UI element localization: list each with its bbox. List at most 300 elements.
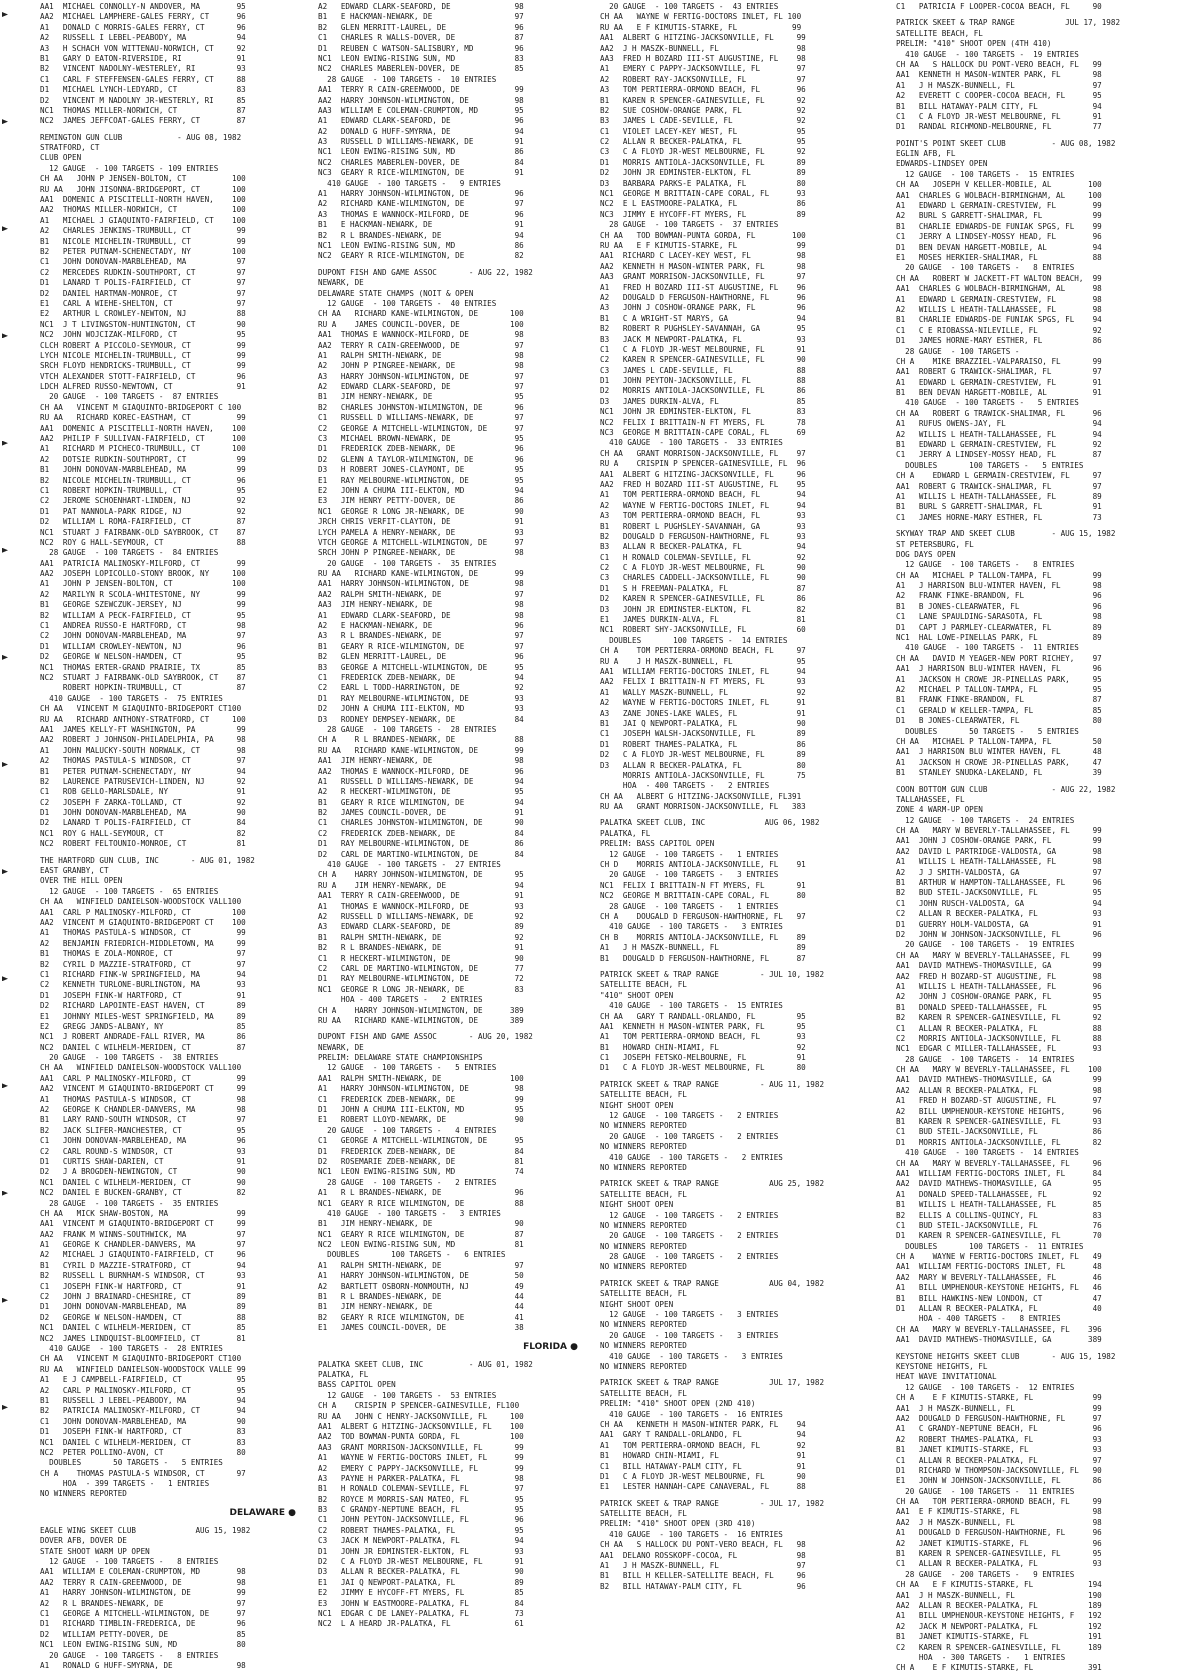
result-line: CH AA VINCENT M GIAQUINTO-BRIDGEPORT CT100 (40, 704, 242, 714)
result-line: B1 ARTHUR W HAMPTON-TALLAHASSEE, FL 96 (896, 878, 1102, 888)
result-line: AA1 HARRY JOHNSON-WILMINGTON, DE 98 (318, 579, 524, 589)
result-line: B2 PETER PUTNAM-SCHENECTADY, NY 100 (40, 246, 246, 256)
result-line: NC2 CHARLES MABERLEN-DOVER, DE 85 (318, 64, 524, 74)
result-line: AA2 FRED H BOZARD III-ST AUGUSTINE, FL 95 (600, 479, 806, 489)
result-line: NC1 LEON EWING-RISING SUN, MD 86 (318, 240, 524, 250)
result-line: NC2 PETER POLLINO-AVON, CT 80 (40, 1447, 246, 1457)
result-line: A1 JOHN MALUCKY-SOUTH NORWALK, CT 98 (40, 745, 246, 755)
result-line: C2 CARL DE MARTINO-WILMINGTON, DE 77 (318, 963, 524, 973)
result-line: 410 GAUGE - 100 TARGETS - 27 ENTRIES (318, 860, 501, 870)
result-line: AA1 JOHN J COSHOW-ORANGE PARK, FL 99 (896, 836, 1102, 846)
result-line: VTCH GEORGE A MITCHELL-WILMINGTON, DE 97 (318, 537, 524, 547)
result-line: D1 S H FREEMAN-PALATKA, FL 87 (600, 583, 806, 593)
result-line: D1 JAMES HORNE-MARY ESTHER, FL 86 (896, 336, 1102, 346)
result-line: DOUBLES 50 TARGETS - 5 ENTRIES (896, 726, 1079, 736)
result-line: AA1 J HARRISON BLU-WINTER HAVEN, FL 96 (896, 664, 1102, 674)
result-line: 410 GAUGE - 100 TARGETS - 5 ENTRIES (896, 398, 1079, 408)
result-line: A2 BILL UMPHENOUR-KEYSTONE HEIGHTS, 96 (896, 1106, 1102, 1116)
result-line: AA1 ALBERT G HITZING-JACKSONVILLE, FL 100 (318, 1421, 524, 1431)
result-line: 12 GAUGE - 100 TARGETS - 40 ENTRIES (318, 298, 497, 308)
result-line: RU AA GRANT MORRISON-JACKSONVILLE, FL 383 (600, 802, 806, 812)
margin-bullet-icon (2, 12, 8, 17)
result-line: NC2 ROY G HALL-SEYMOUR, CT 88 (40, 537, 246, 547)
result-line: E3 JOHN W EASTMOORE-PALATKA, FL 84 (318, 1598, 524, 1608)
result-line: NC1 THOMAS ERTER-GRAND PRAIRIE, TX 85 (40, 662, 246, 672)
result-line: C1 BUD STEIL-JACKSONVILLE, FL 86 (896, 1127, 1102, 1137)
result-line: DOVER AFB, DOVER DE (40, 1536, 127, 1546)
result-line: D1 RAY MELBOURNE-WILMINGTON, DE 72 (318, 974, 524, 984)
result-line: D1 PAT NANNOLA-PARK RIDGE, NJ 92 (40, 506, 246, 516)
result-line: E1 ROBERT LLOYD-NEWARK, DE 90 (318, 1115, 524, 1125)
result-line: CH A HARRY JOHNSON-WILMINGTON, DE 389 (318, 1005, 524, 1015)
result-line: A1 WILLIS L HEATH-TALLAHASSEE, FL 98 (896, 857, 1102, 867)
result-line: PATRICK SKEET & TRAP RANGE AUG 04, 1982 (600, 1278, 825, 1288)
result-line: C2 GEORGE A MITCHELL-WILMINGTON, DE 97 (318, 423, 524, 433)
result-line: B1 JIM HENRY-NEWARK, DE 44 (318, 1302, 524, 1312)
result-line: 28 GAUGE - 100 TARGETS - 84 ENTRIES (40, 548, 219, 558)
margin-bullet-icon (2, 1298, 8, 1303)
result-line: DOUBLES 100 TARGETS - 14 ENTRIES (600, 635, 788, 645)
result-line: A2 EMERY C PAPPY-JACKSONVILLE, FL 99 (318, 1463, 524, 1473)
result-line: AA1 MICHAEL CONNOLLY-N ANDOVER, MA 95 (40, 2, 246, 11)
result-line: A1 EDWARD CLARK-SEAFORD, DE 96 (318, 116, 524, 126)
result-line: B1 DOUGALD D FERGUSON-HAWTHORNE, FL 87 (600, 953, 806, 963)
result-line: SATELLITE BEACH, FL (600, 1289, 687, 1299)
result-line: B2 JACK SLIFER-MANCHESTER, CT 95 (40, 1125, 246, 1135)
result-line: HOA - 400 TARGETS - 2 ENTRIES (318, 995, 483, 1005)
result-line: B1 GEARY R RICE-WILMINGTON, DE 97 (318, 641, 524, 651)
result-line: AA3 GRANT MORRISON-JACKSONVILLE, FL 99 (318, 1442, 524, 1452)
result-line: 410 GAUGE - 100 TARGETS - 19 ENTRIES (896, 49, 1079, 59)
result-line: NC2 CHARLES MABERLEN-DOVER, DE 84 (318, 157, 524, 167)
result-line: B1 R L BRANDES-NEWARK, DE 44 (318, 1292, 524, 1302)
result-line: 410 GAUGE - 100 TARGETS - 16 ENTRIES (600, 1409, 783, 1419)
result-line: RU AA E F KIMUTIS-STARKE, FL 99 (600, 240, 806, 250)
margin-bullet-icon (2, 976, 8, 981)
result-line: AA2 JOSEPH LOPICOLLO-STONY BROOK, NY 100 (40, 569, 246, 579)
result-line: AA2 DOUGALD D FERGUSON-HAWTHORNE, FL 97 (896, 1413, 1102, 1423)
result-line: A1 FRED H BOZARD III-ST AUGUSTINE, FL 96 (600, 282, 806, 292)
result-line: SATELLITE BEACH, FL (896, 28, 983, 38)
result-line: 28 GAUGE - 100 TARGETS - (896, 346, 1020, 356)
result-line: B2 NICOLE MICHELIN-TRUMBULL, CT 96 (40, 475, 246, 485)
result-line: EDWARDS-LINDSEY OPEN (896, 159, 988, 169)
result-line: PATRICK SKEET & TRAP RANGE JUL 17, 1982 (896, 18, 1121, 28)
result-line: CH AA ROBERT W JACKETT-FT WALTON BEACH, 99 (896, 273, 1102, 283)
result-line: AA1 DAVID MATHEWS-THOMASVILLE, GA 99 (896, 961, 1102, 971)
result-line: A2 R L BRANDES-NEWARK, DE 97 (40, 1598, 246, 1608)
result-line: AA2 FRED H BOZARD-ST AUGUSTINE, FL 98 (896, 971, 1102, 981)
result-line: A2 DOUGALD D FERGUSON-HAWTHORNE, FL 96 (600, 292, 806, 302)
result-line: A1 EDWARD L GERMAIN-CRESTVIEW, FL 91 (896, 377, 1102, 387)
result-line: CH A CRISPIN P SPENCER-GAINESVILLE, FL100 (318, 1401, 520, 1411)
result-line: 28 GAUGE - 200 TARGETS - 9 ENTRIES (896, 1569, 1075, 1579)
result-line: C2 ROBERT THAMES-PALATKA, FL 95 (318, 1525, 524, 1535)
result-line: NC1 GEORGE M BRITTAIN-CAPE CORAL, FL 93 (600, 189, 806, 199)
result-line: 20 GAUGE - 100 TARGETS - 2 ENTRIES (600, 1231, 779, 1241)
result-line: E1 JAMES DURKIN-ALVA, FL 81 (600, 615, 806, 625)
result-line: AA2 J H MASZK-BUNNELL, FL 98 (896, 1517, 1102, 1527)
result-line: C2 KENNETH TURLONE-BURLINGTON, MA 93 (40, 980, 246, 990)
result-line: NO WINNERS REPORTED (600, 1341, 687, 1351)
result-line: A2 WAYNE W FERTIG-DOCTORS INLET, FL 94 (600, 500, 806, 510)
result-line: NC2 JAMES LINDQUIST-BLOOMFIELD, CT 81 (40, 1333, 246, 1343)
result-line: 28 GAUGE - 100 TARGETS - 35 ENTRIES (40, 1198, 219, 1208)
result-line: B2 KAREN R SPENCER-GAINESVILLE, FL 92 (896, 1013, 1102, 1023)
margin-bullet-icon (2, 1405, 8, 1410)
result-line: B2 BILL HATAWAY-PALM CITY, FL 96 (600, 1581, 806, 1591)
result-line: B1 E HACKMAN-NEWARK, DE 91 (318, 220, 524, 230)
result-line: C3 CHARLES CADDELL-JACKSONVILLE, FL 90 (600, 573, 806, 583)
result-line: AA1 JAMES KELLY-FT WASHINGTON, PA 99 (40, 724, 246, 734)
result-line: 12 GAUGE - 100 TARGETS - 1 ENTRIES (600, 849, 779, 859)
result-line: CH AA GARY T RANDALL-ORLANDO, FL 95 (600, 1011, 806, 1021)
result-line: A2 CHARLES JENKINS-TRUMBULL, CT 99 (40, 226, 246, 236)
result-line: KEYSTONE HEIGHTS, FL (896, 1362, 988, 1371)
result-line: C1 VIOLET LACEY-KEY WEST, FL 95 (600, 126, 806, 136)
result-line: B2 WILLIAM A PECK-FAIRFIELD, CT 95 (40, 610, 246, 620)
result-line: A1 WAYNE W FERTIG-DOCTORS INLET, FL 99 (318, 1453, 524, 1463)
margin-bullet-icon (2, 226, 8, 231)
result-line: A2 EDWARD CLARK-SEAFORD, DE 97 (318, 382, 524, 392)
result-line: CH AA MARY W BEVERLY-TALLAHASSEE, FL 96 (896, 1158, 1102, 1168)
result-line: ROBERT HOPKIN-TRUMBULL, CT 87 (40, 683, 246, 693)
result-line: C1 FREDERICK ZDEB-NEWARK, DE 99 (318, 1094, 524, 1104)
result-line: RU AA RICHARD ANTHONY-STRATFORD, CT 100 (40, 714, 246, 724)
result-line: D2 JOHN W JOHNSON-JACKSONVILLE, FL 96 (896, 929, 1102, 939)
result-line: D2 C A FLOYD JR-WEST MELBOURNE, FL 89 (600, 750, 806, 760)
result-line: A1 E J CAMPBELL-FAIRFIELD, CT 95 (40, 1375, 246, 1385)
result-line: A2 GEORGE K CHANDLER-DANVERS, MA 98 (40, 1105, 246, 1115)
result-line: B1 RUSSELL J LEBEL-PEABODY, MA 94 (40, 1395, 246, 1405)
result-line: A1 J HARRISON BLU-WINTER HAVEN, FL 98 (896, 581, 1102, 591)
result-line: NIGHT SHOOT OPEN (600, 1299, 674, 1309)
result-line: D2 ROSEMARIE ZDEB-NEWARK, DE 81 (318, 1156, 524, 1166)
result-line: D1 RANDAL RICHMOND-MELBOURNE, FL 77 (896, 122, 1102, 132)
result-line: A1 RUSSELL D WILLIAMS-NEWARK, DE 94 (318, 776, 524, 786)
result-line: C1 JOHN DONOVAN-MARBLEHEAD, MA 96 (40, 1136, 246, 1146)
result-line: A2 DOTSIE RUDKIN-SOUTHPORT, CT 99 (40, 454, 246, 464)
result-line: NC1 LEON EWING-RISING SUN, MD 83 (318, 53, 524, 63)
result-line: NC1 LEON EWING-RISING SUN, MD 86 (318, 147, 524, 157)
result-line: PATRICK SKEET & TRAP RANGE JUL 17, 1982 (600, 1378, 825, 1388)
result-line: 20 GAUGE - 100 TARGETS - 11 ENTRIES (896, 1486, 1075, 1496)
result-line: A2 ROBERT THAMES-PALATKA, FL 93 (896, 1434, 1102, 1444)
result-line: A2 RUSSELL D WILLIAMS-NEWARK, DE 92 (318, 911, 524, 921)
result-line: C1 C E RIOBASSA-NILEVILLE, FL 92 (896, 325, 1102, 335)
result-line: AA2 MICHAEL LAMPHERE-GALES FERRY, CT 96 (40, 12, 246, 22)
result-line: A2 CARL P MALINOSKY-MILFORD, CT 95 (40, 1385, 246, 1395)
result-line: AA1 CHARLES G WOLBACH-BIRMINGHAM, AL 98 (896, 284, 1102, 294)
result-line: AA2 FELIX I BRITTAIN-N FT MYERS, FL 93 (600, 677, 806, 687)
result-line: A2 DONALD G HUFF-SMYRNA, DE 94 (318, 126, 524, 136)
result-line: 28 GAUGE - 100 TARGETS - 10 ENTRIES (318, 74, 497, 84)
result-line: CH AA E F KIMUTIS-STARKE, FL 194 (896, 1580, 1102, 1590)
result-line: RU AA E F KIMUTIS-STARKE, FL 99 (600, 22, 802, 32)
result-line: D3 ALLAN R BECKER-PALATKA, FL 90 (318, 1567, 524, 1577)
result-line: NC1 ROBERT SHY-JACKSONVILLE, FL 60 (600, 625, 806, 635)
result-line: AA3 WILLIAM E COLEMAN-CRUMPTON, MD 95 (318, 105, 524, 115)
result-line: C1 H RONALD COLEMAN-SEVILLE, FL 92 (600, 552, 806, 562)
result-line: D2 MORRIS ANTIOLA-JACKSONVILLE, FL 86 (600, 386, 806, 396)
result-line: D1 JOHN DONOVAN-MARBLEHEAD, MA 89 (40, 1302, 246, 1312)
result-line: NC1 DANIEL C WILHELM-MERIDEN, CT 83 (40, 1437, 246, 1447)
result-line: C1 LANE SPAULDING-SARASOTA, FL 98 (896, 612, 1102, 622)
result-line: E1 RAY MELBOURNE-WILMINGTON, DE 95 (318, 475, 524, 485)
result-line: C2 C A FLOYD JR-WEST MELBOURNE, FL 90 (600, 563, 806, 573)
result-line: AA2 TERRY R CAIN-GREENWOOD, DE 97 (318, 340, 524, 350)
result-line: 12 GAUGE - 100 TARGETS - 3 ENTRIES (600, 1310, 779, 1320)
result-line: TALLAHASSEE, FL (896, 794, 965, 804)
result-line: ZONE 4 WARM-UP OPEN (896, 805, 983, 815)
result-line: DUPONT FISH AND GAME ASSOC - AUG 22, 1982 (318, 267, 533, 277)
result-line: NC2 DANIEL C WILHELM-MERIDEN, CT 87 (40, 1042, 246, 1052)
result-line: A3 TOM PERTIERRA-ORMOND BEACH, FL 93 (600, 511, 806, 521)
result-line: DOUBLES 100 TARGETS - 11 ENTRIES (896, 1241, 1084, 1251)
result-line: B2 LAURENCE PATRUSEVICH-LINDEN, NJ 92 (40, 776, 246, 786)
result-line: 12 GAUGE - 100 TARGETS - 65 ENTRIES (40, 886, 219, 896)
result-line: A1 J H MASZK-BUNNELL, FL 97 (600, 1561, 806, 1571)
result-line: PATRICK SKEET & TRAP RANGE - JUL 10, 1982 (600, 969, 825, 979)
result-line: A2 JOHN P PINGREE-NEWARK, DE 98 (318, 361, 524, 371)
result-line: C1 GEORGE A MITCHELL-WILMINGTON, DE 95 (318, 1136, 524, 1146)
result-line: KEYSTONE HEIGHTS SKEET CLUB - AUG 15, 1982 (896, 1351, 1116, 1361)
result-line: AA1 DELANO ROSSKOPF-COCOA, FL 98 (600, 1550, 806, 1560)
result-line: A1 JACKSON H CROWE JR-PINELLAS PARK, 47 (896, 757, 1102, 767)
result-line: NO WINNERS REPORTED (600, 1241, 687, 1251)
result-line: C2 JOHN J BRAINARD-CHESHIRE, CT 89 (40, 1292, 246, 1302)
result-line: 12 GAUGE - 100 TARGETS - 24 ENTRIES (896, 815, 1075, 825)
result-line: B1 NICOLE MICHELIN-TRUMBULL, CT 99 (40, 236, 246, 246)
result-line: AA2 THOMAS MILLER-NORWICH, CT 100 (40, 205, 246, 215)
result-line: C1 C A FLOYD JR-WEST MELBOURNE, FL 91 (600, 344, 806, 354)
result-line: STATE SHOOT WARM UP OPEN (40, 1546, 150, 1556)
result-line: D2 GEORGE W NELSON-HAMDEN, CT 88 (40, 1312, 246, 1322)
result-line: B3 JACK M NEWPORT-PALATKA, FL 93 (600, 334, 806, 344)
result-line: RU AA RICHARD KANE-WILMINGTON, DE 99 (318, 745, 524, 755)
result-line: A1 BILL UMPHENOUR-KEYSTONE HEIGHTS, FL 46 (896, 1283, 1102, 1293)
result-line: NC1 DANIEL C WILHELM-MERIDEN, CT 85 (40, 1323, 246, 1333)
result-line: AA2 VINCENT M GIAQUINTO-BRIDGEPORT CT 99 (40, 1084, 246, 1094)
result-line: CH A HARRY JOHNSON-WILMINGTON, DE 95 (318, 870, 524, 880)
result-line: E2 GREGG JANDS-ALBANY, NY 85 (40, 1021, 246, 1031)
result-line: B1 KAREN R SPENCER-GAINESVILLE, FL 93 (896, 1117, 1102, 1127)
result-line: C1 JAMES HORNE-MARY ESTHER, FL 73 (896, 512, 1102, 522)
result-line: 12 GAUGE - 100 TARGETS - 2 ENTRIES (600, 1210, 779, 1220)
result-line: PRELIM: BASS CAPITOL OPEN (600, 839, 715, 849)
result-line: C2 MORRIS ANTIOLA-JACKSONVILLE, FL 88 (896, 1033, 1102, 1043)
result-line: B1 WILLIS L HEATH-TALLAHASSEE, FL 85 (896, 1200, 1102, 1210)
result-line: A3 HARRY JOHNSON-WILMINGTON, DE 97 (318, 371, 524, 381)
result-line: NC3 GEORGE M BRITTAIN-CAPE CORAL, FL 69 (600, 428, 806, 438)
result-line: 20 GAUGE - 100 TARGETS - 4 ENTRIES (318, 1125, 497, 1135)
result-line: CH AA MICK SHAW-BOSTON, MA 99 (40, 1208, 246, 1218)
result-line: AA2 VINCENT M GIAQUINTO-BRIDGEPORT CT 100 (40, 917, 246, 927)
result-line: JRCH CHRIS VERFIT-CLAYTON, DE 91 (318, 517, 524, 527)
result-line: AA1 RALPH SMITH-NEWARK, DE 100 (318, 1073, 524, 1083)
result-line: SRCH FLOYD HENDRICKS-TRUMBULL, CT 99 (40, 361, 246, 371)
result-line: AA1 RICHARD C LACEY-KEY WEST, FL 98 (600, 251, 806, 261)
result-line: C2 JEROME SCHOENHART-LINDEN, NJ 92 (40, 496, 246, 506)
result-line: B1 JANET KIMUTIS-STARKE, FL 93 (896, 1445, 1102, 1455)
result-line: A2 BENJAMIN FRIEDRICH-MIDDLETOWN, MA 99 (40, 938, 246, 948)
result-line: 410 GAUGE - 100 TARGETS - 33 ENTRIES (600, 438, 783, 448)
result-line: A2 JACK M NEWPORT-PALATKA, FL 192 (896, 1621, 1102, 1631)
result-line: C1 JOSEPH WALSH-JACKSONVILLE, FL 89 (600, 729, 806, 739)
result-line: C2 MERCEDES RUDKIN-SOUTHPORT, CT 97 (40, 267, 246, 277)
result-line: 12 GAUGE - 100 TARGETS - 8 ENTRIES (896, 560, 1075, 570)
result-line: CH AA MARY W BEVERLY-TALLAHASSEE, FL 100 (896, 1065, 1102, 1075)
result-line: AA2 MARY W BEVERLY-TALLAHASSEE, FL 46 (896, 1272, 1102, 1282)
result-line: B1 DONALD SPEED-TALLAHASSEE, FL 95 (896, 1002, 1102, 1012)
result-line: D1 GUERRY HOLM-VALDOSTA, GA 91 (896, 919, 1102, 929)
result-line: BASS CAPITOL OPEN (318, 1380, 396, 1390)
result-line: C2 EARL L TODD-HARRINGTON, DE 92 (318, 683, 524, 693)
result-line: LYCH NICOLE MICHELIN-TRUMBULL, CT 99 (40, 350, 246, 360)
margin-bullet-icon (2, 333, 8, 338)
result-line: 12 GAUGE - 100 TARGETS - 15 ENTRIES (896, 169, 1075, 179)
result-line: A1 JACKSON H CROWE JR-PINELLAS PARK, 95 (896, 674, 1102, 684)
result-line: NO WINNERS REPORTED (600, 1320, 687, 1330)
result-line: B1 FRANK FINKE-BRANDON, FL 87 (896, 695, 1102, 705)
margin-bullet-icon (2, 655, 8, 660)
result-line: D3 H ROBERT JONES-CLAYMONT, DE 95 (318, 465, 524, 475)
result-line: NC1 DANIEL C WILHELM-MERIDEN, CT 90 (40, 1177, 246, 1187)
result-line: D3 JOHN JR EDMINSTER-ELKTON, FL 82 (600, 604, 806, 614)
result-line: EGLIN AFB, FL (896, 149, 956, 159)
result-line: B2 BUD STEIL-JACKSONVILLE, FL 95 (896, 888, 1102, 898)
result-line: D2 GLENN A TAYLOR-WILMINGTON, DE 96 (318, 454, 524, 464)
result-line: D3 ALLAN R BECKER-PALATKA, FL 80 (600, 760, 806, 770)
result-line: B2 R L BRANDES-NEWARK, DE 94 (318, 230, 524, 240)
result-line: A3 JOHN J COSHOW-ORANGE PARK, FL 96 (600, 303, 806, 313)
result-line: CH AA ROBERT G TRAWICK-SHALIMAR, FL 96 (896, 408, 1102, 418)
result-line: CH AA WINFIELD DANIELSON-WOODSTOCK VALL100 (40, 1063, 242, 1073)
result-line: AA1 ALBERT G HITZING-JACKSONVILLE, FL 99 (600, 33, 806, 43)
result-line: D1 FREDERICK ZDEB-NEWARK, DE 84 (318, 1146, 524, 1156)
result-line: 20 GAUGE - 100 TARGETS - 3 ENTRIES (600, 1330, 779, 1340)
result-line: AA2 THOMAS E WANNOCK-MILFORD, DE 96 (318, 766, 524, 776)
result-line: D1 JOHN DONOVAN-MARBLEHEAD, MA 90 (40, 808, 246, 818)
result-line: NC2 JAMES JEFFCOAT-GALES FERRY, CT 87 (40, 116, 246, 126)
result-line: B1 BEN DEVAN HARGETT-MOBILE, AL 91 (896, 388, 1102, 398)
result-line: CH AA S HALLOCK DU PONT-VERO BEACH, FL 98 (600, 1540, 806, 1550)
result-line: CH AA JOSEPH V KELLER-MOBILE, AL 100 (896, 180, 1102, 190)
margin-bullet-icon (2, 1191, 8, 1196)
result-line: PATRICK SKEET & TRAP RANGE - JUL 17, 1982 (600, 1498, 825, 1508)
result-line: B1 BILL HATAWAY-PALM CITY, FL 94 (896, 101, 1102, 111)
result-line: CH AA RICHARD KANE-WILMINGTON, DE 100 (318, 309, 524, 319)
result-line: 410 GAUGE - 100 TARGETS - 28 ENTRIES (40, 1344, 223, 1353)
result-line: NC3 JIMMY E HYCOFF-FT MYERS, FL 89 (600, 209, 806, 219)
state-heading: DELAWARE ● (229, 1507, 296, 1518)
result-line: SATELLITE BEACH, FL (600, 980, 687, 990)
result-line: PRELIM: "410" SHOOT OPEN (2ND 410) (600, 1399, 756, 1409)
result-line: B1 EDWARD L GERMAIN-CRESTVIEW, FL 92 (896, 440, 1102, 450)
result-line: NC2 DANIEL E BUCKEN-GRANBY, CT 82 (40, 1188, 246, 1198)
result-line: 410 GAUGE - 100 TARGETS - 16 ENTRIES (600, 1529, 783, 1539)
result-line: AA1 KENNETH H MASON-WINTER PARK, FL 98 (896, 70, 1102, 80)
result-line: C1 JOHN DONOVAN-MARBLEHEAD, MA 90 (40, 1416, 246, 1426)
result-line: D3 BARBARA PARKS-E PALATKA, FL 80 (600, 178, 806, 188)
result-line: D1 WILLIAM CROWLEY-NEWTON, NJ 96 (40, 641, 246, 651)
result-line: DOUBLES 50 TARGETS - 5 ENTRIES (40, 1458, 223, 1468)
result-line: AA2 DAVID MATHEWS-THOMASVILLE, GA 95 (896, 1179, 1102, 1189)
result-line: AA3 FRED H BOZARD III-ST AUGUSTINE, FL 98 (600, 53, 806, 63)
result-line: HEAT WAVE INVITATIONAL (896, 1372, 997, 1382)
result-line: NC1 J T LIVINGSTON-HUNTINGTON, CT 90 (40, 319, 246, 329)
result-line: C2 KAREN R SPENCER-GAINESVILLE, FL 90 (600, 355, 806, 365)
result-line: A1 EDWARD L GERMAIN-CRESTVIEW, FL 99 (896, 201, 1102, 211)
result-line: 28 GAUGE - 100 TARGETS - 28 ENTRIES (318, 724, 497, 734)
result-line: AA1 PATRICIA MALINOSKY-MILFORD, CT 99 (40, 558, 246, 568)
result-line: NC1 ROY G HALL-SEYMOUR, CT 82 (40, 828, 246, 838)
result-line: LDCH ALFRED RUSSO-NEWTOWN, CT 91 (40, 382, 246, 392)
result-line: B1 GARY D EATON-RIVERSIDE, RI 91 (40, 53, 246, 63)
result-line: A1 GEORGE K CHANDLER-DANVERS, MA 97 (40, 1240, 246, 1250)
result-line: SATELLITE BEACH, FL (600, 1189, 687, 1199)
result-line: A2 BARTLETT OSBORN-MONMOUTH, NJ 49 (318, 1281, 524, 1291)
result-line: AA2 KENNETH H MASON-WINTER PARK, FL 98 (600, 261, 806, 271)
result-line: AA2 ALLAN R BECKER-PALATKA, FL 189 (896, 1600, 1102, 1610)
result-line: A2 MICHAEL J GIAQUINTO-FAIRFIELD, CT 96 (40, 1250, 246, 1260)
result-line: C1 R HECKERT-WILMINGTON, DE 90 (318, 953, 524, 963)
result-line: CLUB OPEN (40, 153, 82, 163)
result-line: NC2 LEON EWING-RISING SUN, MD 81 (318, 1240, 524, 1250)
result-line: HOA - 399 TARGETS - 1 ENTRIES (40, 1479, 210, 1489)
result-line: C1 ANDREA RUSSO-E HARTFORD, CT 98 (40, 621, 246, 631)
result-line: D1 B JONES-CLEARWATER, FL 80 (896, 716, 1102, 726)
result-line: B2 ROYCE M MORRIS-SAN MATEO, FL 95 (318, 1494, 524, 1504)
result-line: NC1 THOMAS MILLER-NORWICH, CT 87 (40, 105, 246, 115)
result-line: A2 MICHAEL P TALLON-TAMPA, FL 95 (896, 685, 1102, 694)
result-line: HOA - 400 TARGETS - 8 ENTRIES (896, 1314, 1061, 1324)
result-line: RU A JIM HENRY-NEWARK, DE 94 (318, 880, 524, 890)
result-line: D1 RAY MELBOURNE-WILMINGTON, DE 86 (318, 839, 524, 849)
result-line: AA1 ROBERT G TRAWICK-SHALIMAR, FL 97 (896, 367, 1102, 377)
result-line: NC1 LEON EWING-RISING SUN, MD 74 (318, 1167, 524, 1177)
result-line: CH AA TOM PERTIERRA-ORMOND BEACH, FL 99 (896, 1497, 1102, 1507)
result-line: 410 GAUGE - 100 TARGETS - 75 ENTRIES (40, 693, 223, 703)
margin-bullet-icon (2, 119, 8, 124)
result-line: AA2 DAVID L PARTRIDGE-VALDOSTA, GA 98 (896, 846, 1102, 856)
result-line: C1 BUD STEIL-JACKSONVILLE, FL 76 (896, 1220, 1102, 1230)
result-line: A3 RUSSELL D WILLIAMS-NEWARK, DE 91 (318, 137, 524, 147)
result-line: AA2 ROBERT J JOHNSON-PHILADELPHIA, PA 98 (40, 735, 246, 745)
result-line: AA1 KENNETH H MASON-WINTER PARK, FL 95 (600, 1021, 806, 1031)
result-line: EAGLE WING SKEET CLUB AUG 15, 1982 (40, 1525, 251, 1535)
result-line: C1 ROB GELLO-MARLSDALE, NY 91 (40, 787, 246, 797)
result-line: C1 RUSSELL D WILLIAMS-NEWARK, DE 97 (318, 413, 524, 423)
result-line: C3 C A FLOYD JR-WEST MELBOURNE, FL 92 (600, 147, 806, 157)
result-line: SATELLITE BEACH, FL (600, 1509, 687, 1519)
result-line: D1 CURTIS SHAW-DARIEN, CT 91 (40, 1156, 246, 1166)
result-line: A1 MICHAEL J GIAQUINTO-FAIRFIELD, CT 100 (40, 215, 246, 225)
result-line: C1 GERALD W KELLER-TAMPA, FL 85 (896, 705, 1102, 715)
result-line: 410 GAUGE - 100 TARGETS - 9 ENTRIES (318, 178, 501, 188)
result-line: PRELIM: "410" SHOOT OPEN (4TH 410) (896, 39, 1052, 49)
result-line: B3 ALLAN R BECKER-PALATKA, FL 94 (600, 542, 806, 552)
result-line: 410 GAUGE - 100 TARGETS - 3 ENTRIES (600, 922, 783, 932)
result-line: D2 GEORGE W NELSON-HAMDEN, CT 95 (40, 652, 246, 662)
result-line: A2 WILLIS L HEATH-TALLAHASSEE, FL 94 (896, 429, 1102, 439)
column-3 (600, 2, 872, 1592)
result-line: B1 JOHN DONOVAN-MARBLEHEAD, MA 99 (40, 465, 246, 475)
result-line: SATELLITE BEACH, FL (600, 1090, 687, 1100)
result-line: B2 DOUGALD D FERGUSON-HAWTHORNE, FL 93 (600, 531, 806, 541)
result-line: NO WINNERS REPORTED (600, 1162, 687, 1172)
result-line: C2 FREDERICK ZDEB-NEWARK, DE 84 (318, 828, 524, 838)
